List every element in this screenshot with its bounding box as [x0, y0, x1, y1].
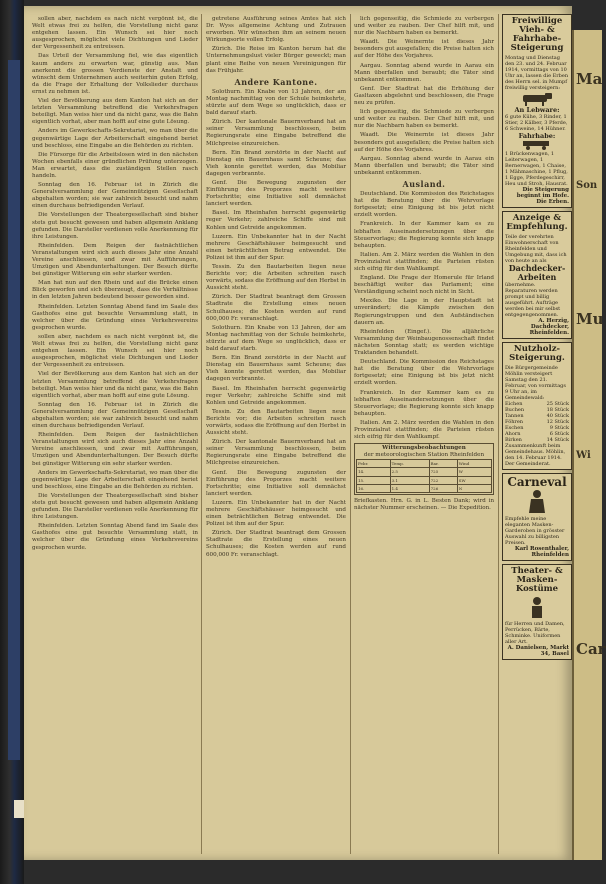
list-item: Eschen 9 Stück [505, 425, 569, 431]
weather-title: Witterungsbeobachtungen [382, 445, 466, 452]
list-item: Birken 14 Stück [505, 437, 569, 443]
adjacent-fragment: Ma [576, 70, 603, 88]
book-spine [0, 0, 24, 884]
adjacent-page-edge [572, 30, 606, 860]
paragraph: Basel. Im Rheinhafen herrscht gegenwärtig reger Verkehr; zahlreiche Schiffe sind mit Kohlen und Getreide angekommen. [206, 210, 346, 231]
ad-title: Nutzholz-Steigerung. [509, 344, 565, 363]
advertisement-column [502, 14, 572, 860]
ad-text: Teile der verehrten Einwohnerschaft von Rheinfelden und Umgebung mit, dass ich von heute an als [505, 234, 567, 264]
paragraph-repeat: Aargau. Sonntag abend wurde in Aarau ein Mann überfallen und beraubt; die Täter sind unbekannt entkommen. [354, 155, 494, 176]
paragraph: Viel der Bevölkerung aus dem Kanton hat sich an der letzten Versammlung betreffend die Verkehrsfragen beteiligt. Man weiss hier und da nicht ganz, was die Bahn eigentlich vorhat, aber man hofft auf eine gute Lösung. [32, 98, 198, 126]
ad-signature: Karl Rosenthaler, Rheinfelden [514, 546, 569, 558]
paragraph-repeat: Zürich. Der Stadtrat beantragt dem Grossen Stadtrate die Erstellung eines neuen Schulhauses; die Kosten werden auf rund 600,000 Fr. veranschlagt. [206, 530, 346, 558]
newspaper-page [24, 6, 572, 860]
column-rule [498, 14, 499, 854]
table-row: 14. 2.5 725 W [357, 468, 492, 476]
ad-text: Die Bürgergemeinde Möhlin versteigert Samstag den 21. Februar, von vormittags 9 Uhr an, im Gemeindewald: [505, 365, 566, 401]
paragraph: lich gegenseitig, die Schmiede zu verbergen und weiter zu rauben. Der Chef hilft mit, und nur die Nachbarn haben es bemerkt. [354, 16, 494, 37]
paragraph: getretene Ausführung seines Amtes hat sich Dr. Wyss allgemeine Achtung und Zutrauen erworben. Wir wünschen ihm an seinem neuen Wirkungsorte vollen Erfolg. [206, 16, 346, 44]
paragraph: Die Fürsorge für die Arbeitslosen wird in den nächsten Wochen ebenfalls einer gründlichen Prüfung unterzogen. Man erwartet, dass die zuständigen Stellen rasch handeln. [32, 151, 198, 179]
ad-carneval [502, 473, 572, 561]
paragraph: Zürich. Der kantonale Bauernverband hat an seiner Versammlung beschlossen, beim Regierungsrate eine Eingabe betreffend die Milchpreise einzureichen. [206, 119, 346, 147]
table-row: Febr. Temp. Bar. Wind [357, 460, 492, 468]
paragraph-repeat: Frankreich. In der Kammer kam es zu lebhaften Auseinandersetzungen über die Steuervorlage; die Regierung konnte sich knapp behaupten. [354, 389, 494, 417]
paragraph-repeat: Bern. Ein Brand zerstörte in der Nacht auf Dienstag ein Bauernhaus samt Scheune; das Vieh konnte gerettet werden, das Mobiliar dagegen verbrannte. [206, 355, 346, 383]
ad-items: 6 gute Kühe, 3 Rinder, 1 Stier, 2 Kälber, 3 Pferde, 6 Schweine, 14 Hühner. [505, 114, 568, 132]
adjacent-fragment: Wi [576, 450, 591, 461]
paragraph-repeat: Zürich. Der kantonale Bauernverband hat an seiner Versammlung beschlossen, beim Regierungsrate eine Eingabe betreffend die Milchpreise einzureichen. [206, 439, 346, 467]
wagon-icon [519, 140, 555, 150]
paragraph-repeat: Viel der Bevölkerung aus dem Kanton hat sich an der letzten Versammlung betreffend die Verkehrsfragen beteiligt. Man weiss hier und da nicht ganz, was die Bahn eigentlich vorhat, aber man hofft auf eine gute Lösung. [32, 371, 198, 399]
paragraph-repeat: Tessin. Zu den Bautarbeiten liegen neue Berichte vor; die Arbeiten schreiten rasch vorwärts, sodass die Eröffnung auf den Herbst in Aussicht steht. [206, 408, 346, 437]
paragraph-repeat: Italien. Am 2. März werden die Wahlen in den Provinzialrat stattfinden; die Parteien rüsten sich eifrig für den Wahlkampf. [354, 419, 494, 441]
paragraph-repeat: Rheinfelden. Letzten Sonntag Abend fand im Saale des Gasthofes eine gut besuchte Versammlung statt, in welcher über die Gründung eines Verkehrsvereins gesprochen wurde. [32, 523, 198, 551]
list-item: Eichen 25 Stück [505, 401, 569, 407]
list-item: Tannen 40 Stück [505, 413, 569, 419]
paragraph: Aargau. Sonntag abend wurde in Aarau ein Mann überfallen und beraubt; die Täter sind unbekannt entkommen. [354, 62, 494, 83]
masked-figure-icon [527, 489, 547, 515]
ad-text: übernehme. Reparaturen werden prompt und billig ausgeführt. Aufträge werden bei mir selbst entgegengenommen. [505, 282, 561, 318]
paragraph: Rheinfelden. Dem Reigen der fastnächtlichen Veranstaltungen wird sich auch dieses Jahr eine Anzahl Vereine anschliessen, und zwar mit Aufführungen, Umzügen und Abendunterhaltungen. Der Besuch dürfte bei günstiger Witterung ein sehr starker werden. [32, 242, 198, 278]
paragraph: Zürich. Die Reise im Kanton herum hat die Unternehmungslust vieler Bürger geweckt; man plant eine Reihe von neuen Vereinigungen für das Frühjahr. [206, 46, 346, 74]
list-item: Ahorn 6 Stück [505, 431, 569, 437]
briefkasten-note: Briefkasten. Hrn. G. in L. Besten Dank; wird in nächster Nummer erscheinen. — Die Expedition. [354, 497, 494, 511]
paragraph-repeat: Die Vorstellungen der Theatergesellschaft sind bisher stets gut besucht gewesen und haben allgemein Anklang gefunden. Die Darsteller verdienen volle Anerkennung für ihre Leistungen. [32, 492, 198, 521]
ad-subtitle: An Lebware: [514, 106, 560, 114]
column-rule [350, 14, 351, 854]
paragraph: Luzern. Ein Unbekannter hat in der Nacht mehrere Geschäftshäuser heimgesucht und einen beträchtlichen Betrag entwendet. Die Polizei ist ihm auf der Spur. [206, 233, 346, 261]
paragraph: Man hat nun auf den Rhein und auf die Brücke einen Blick geworfen und sich überzeugt, dass die Verhältnisse in den letzten Jahren bedeutend besser geworden sind. [32, 280, 198, 301]
list-item: Föhren 12 Stück [505, 419, 569, 425]
ad-items: 1 Brückenwagen, 1 Leiterwagen, 1 Bernerwagen, 1 Chaise, 1 Mähmaschine, 1 Pflug, 1 Egge, Pferdegeschirr, Heu und Stroh, Hausrat. [505, 151, 568, 187]
ad-theater-kostueme [502, 564, 572, 660]
paragraph: Genf. Der Stadtrat hat die Erhöhung der Gasltaxen abgelehnt und beschlossen, die Frage neu zu prüfen. [354, 85, 494, 107]
weather-table [356, 459, 492, 492]
paragraph-repeat: Rheinfelden. Dem Reigen der fastnächtlichen Veranstaltungen wird sich auch dieses Jahr eine Anzahl Vereine anschliessen, und zwar mit Aufführungen, Umzügen und Abendunterhaltungen. Der Besuch dürfte bei günstiger Witterung ein sehr starker werden. [32, 432, 198, 467]
table-row: 16. 1.4 726 N [357, 484, 492, 492]
section-title-andere-kantone: Andere Kantone. [234, 76, 318, 87]
ad-text: für Herren und Damen, Perrücken, Bärte, Schminke. Uniformen aller Art. [505, 621, 565, 645]
paragraph-repeat: Deutschland. Die Kommission des Reichstages hat die Beratung über die Wehrvorlage fortgesetzt; eine Einigung ist bis jetzt nicht erzielt worden. [354, 359, 494, 387]
ad-headline: Dachdecker-Arbeiten [508, 263, 566, 282]
section-title-ausland: Ausland. [402, 178, 446, 189]
paragraph: Tessin. Zu den Bautarbeiten liegen neue Berichte vor; die Arbeiten schreiten rasch vorwärts, sodass die Eröffnung auf den Herbst in Aussicht steht. [206, 264, 346, 292]
ad-dachdecker [502, 211, 572, 339]
ad-title: Freiwillige Vieh- & Fahrhabe-Steigerung [510, 16, 564, 53]
paragraph-repeat: Sonntag den 16. Februar ist in Zürich die Generalversammlung der Gemeinnützigen Gesellschaft abgehalten worden; sie war zahlreich besucht und nahm einen durchaus befriedigenden Verlauf. [32, 401, 198, 430]
paragraph-repeat: lich gegenseitig, die Schmiede zu verbergen und weiter zu rauben. Der Chef hilft mit, und nur die Nachbarn haben es bemerkt. [354, 109, 494, 130]
paragraph: Genf. Die Bewegung zugunsten der Einführung des Proporzes macht weitere Fortschritte; eine Initiative soll demnächst lanciert werden. [206, 179, 346, 208]
paragraph: Waadt. Die Weinernte ist dieses Jahr besonders gut ausgefallen; die Preise halten sich auf der Höhe des Vorjahres. [354, 39, 494, 60]
ad-nutzholz-steigerung [502, 342, 572, 470]
adjacent-fragment: Son [576, 180, 598, 191]
ad-note: Zusammenkunft beim Gemeindehaus. Möhlin, den 14. Februar 1914. Der Gemeinderat. [505, 443, 566, 467]
paragraph: Rheinfelden (Eingef.). Die alljährliche Versammlung der Weinbaugenossenschaft findet nächsten Sonntag statt; es werden wichtige Traktanden behandelt. [354, 328, 494, 357]
ad-title: Theater- & Masken-Kostüme [511, 566, 563, 594]
paragraph-repeat: Luzern. Ein Unbekannter hat in der Nacht mehrere Geschäftshäuser heimgesucht und einen beträchtlichen Betrag entwendet. Die Polizei ist ihm auf der Spur. [206, 499, 346, 528]
ad-title-carneval: Carneval [507, 475, 567, 489]
cow-icon [517, 92, 557, 106]
adjacent-fragment: Mu [576, 310, 604, 328]
paragraph-repeat: sollen aber, nachdem es nach nicht vergönnt ist, die Welt etwas frei zu helfen, die Vorstellung nicht ganz entgehen lassen. Ein Wunsch sei hier noch ausgesprochen, möglichst viele Dichtungen und Lieder der Vergessenheit zu entreissen. [32, 333, 198, 369]
ad-signature: A. Danielsen, Markt 34, Basel [507, 645, 569, 657]
table-row: 15. 3.1 722 SW [357, 476, 492, 484]
paragraph-repeat: Waadt. Die Weinernte ist dieses Jahr besonders gut ausgefallen; die Preise halten sich auf der Höhe des Vorjahres. [354, 132, 494, 153]
ad-signature: A. Herzig, Dachdecker, Rheinfelden. [529, 318, 569, 336]
ad-text: Empfehle meine eleganten Masken-Garderoben in grösster Auswahl zu billigsten Preisen. [505, 516, 565, 546]
paragraph: Bern. Ein Brand zerstörte in der Nacht auf Dienstag ein Bauernhaus samt Scheune; das Vieh konnte gerettet werden, das Mobiliar dagegen verbrannte. [206, 149, 346, 177]
list-item: Buchen 18 Stück [505, 407, 569, 413]
paragraph: Sonntag den 16. Februar ist in Zürich die Generalversammlung der Gemeinnützigen Gesellschaft abgehalten worden; sie war zahlreich besucht und nahm einen durchaus befriedigenden Verlauf. [32, 182, 198, 210]
adjacent-fragment: Car [576, 640, 606, 658]
paragraph: Mexiko. Die Lage in der Hauptstadt ist unverändert; die Kämpfe zwischen den Regierungstruppen und den Aufständischen dauern an. [354, 298, 494, 326]
column-right [354, 16, 494, 854]
ad-subtitle: Fahrhabe: [518, 132, 556, 140]
paragraph: Das Urteil der Versammlung fiel, wie das eigentlich kaum anders zu erwarten war, günstig aus. Man anerkennt die grossen Verdienste der Anstalt und wünscht dem Unternehmen auch weiterhin guten Erfolg, da die Frage der Erhaltung der Volkslieder durchaus ernst zu nehmen ist. [32, 53, 198, 95]
weather-table-box [354, 443, 494, 495]
column-left [32, 16, 198, 854]
ad-note: Die Steigerung beginnt im Hofe. Die Erben. [516, 187, 569, 205]
timber-list [505, 401, 569, 443]
paragraph: Zürich. Der Stadtrat beantragt dem Grossen Stadtrate die Erstellung eines neuen Schulhauses; die Kosten werden auf rund 600,000 Fr. veranschlagt. [206, 294, 346, 322]
paragraph: sollen aber, nachdem es nach nicht vergönnt ist, die Welt etwas frei zu helfen, die Vorstellung nicht ganz entgehen lassen. Ein Wunsch sei hier noch ausgesprochen, möglichst viele Dichtungen und Lieder der Vergessenheit zu entreissen. [32, 16, 198, 51]
paragraph-repeat: Basel. Im Rheinhafen herrscht gegenwärtig reger Verkehr; zahlreiche Schiffe sind mit Kohlen und Getreide angekommen. [206, 385, 346, 406]
ad-title: Anzeige & Empfehlung. [506, 213, 568, 232]
weather-subtitle: der meteorologischen Station Rheinfelden [363, 452, 485, 459]
paragraph: Solothurn. Ein Knabe von 13 Jahren, der am Montag nachmittag von der Schule heimkehrte, stürzte auf dem Wege so unglücklich, dass er bald darauf starb. [206, 88, 346, 117]
ad-vieh-fahrhabe-steigerung [502, 14, 572, 208]
paragraph: Italien. Am 2. März werden die Wahlen in den Provinzialrat stattfinden; die Parteien rüsten sich eifrig für den Wahlkampf. [354, 251, 494, 272]
paragraph: Rheinfelden. Letzten Sonntag Abend fand im Saale des Gasthofes eine gut besuchte Versammlung statt, in welcher über die Gründung eines Verkehrsvereins gesprochen wurde. [32, 303, 198, 331]
paragraph: Frankreich. In der Kammer kam es zu lebhaften Auseinandersetzungen über die Steuervorlage; die Regierung konnte sich knapp behaupten. [354, 221, 494, 249]
column-rule [201, 14, 202, 854]
paragraph: Die Vorstellungen der Theatergesellschaft sind bisher stets gut besucht gewesen und haben allgemein Anklang gefunden. Die Darsteller verdienen volle Anerkennung für ihre Leistungen. [32, 212, 198, 240]
costumed-figure-icon [527, 596, 547, 620]
paragraph-repeat: Anders im Gewerkschafts-Sekretariat, wo man über die gegenwärtige Lage der Arbeiterschaft eingehend beriet und beschloss, eine Eingabe an die Behörden zu richten. [32, 469, 198, 490]
ad-text: Montag und Dienstag den 23. und 24. Februar 1914, vormittags von 10 Uhr an, lassen die Erben des Herrn sel. in Mumpf freiwillig versteigern: [505, 55, 569, 91]
paragraph-repeat: Solothurn. Ein Knabe von 13 Jahren, der am Montag nachmittag von der Schule heimkehrte, stürzte auf dem Wege so unglücklich, dass er bald darauf starb. [206, 324, 346, 353]
paragraph: Anders im Gewerkschafts-Sekretariat, wo man über die gegenwärtige Lage der Arbeiterschaft eingehend beriet und beschloss, eine Eingabe an die Behörden zu richten. [32, 128, 198, 149]
paragraph: Deutschland. Die Kommission des Reichstages hat die Beratung über die Wehrvorlage fortgesetzt; eine Einigung ist bis jetzt nicht erzielt worden. [354, 191, 494, 219]
column-middle [206, 16, 346, 854]
paragraph: England. Die Frage der Homerule für Irland beschäftigt weiter das Parlament; eine Verständigung scheint noch nicht in Sicht. [354, 275, 494, 296]
page-edge-tab [14, 800, 24, 818]
paragraph-repeat: Genf. Die Bewegung zugunsten der Einführung des Proporzes macht weitere Fortschritte; eine Initiative soll demnächst lanciert werden. [206, 469, 346, 497]
